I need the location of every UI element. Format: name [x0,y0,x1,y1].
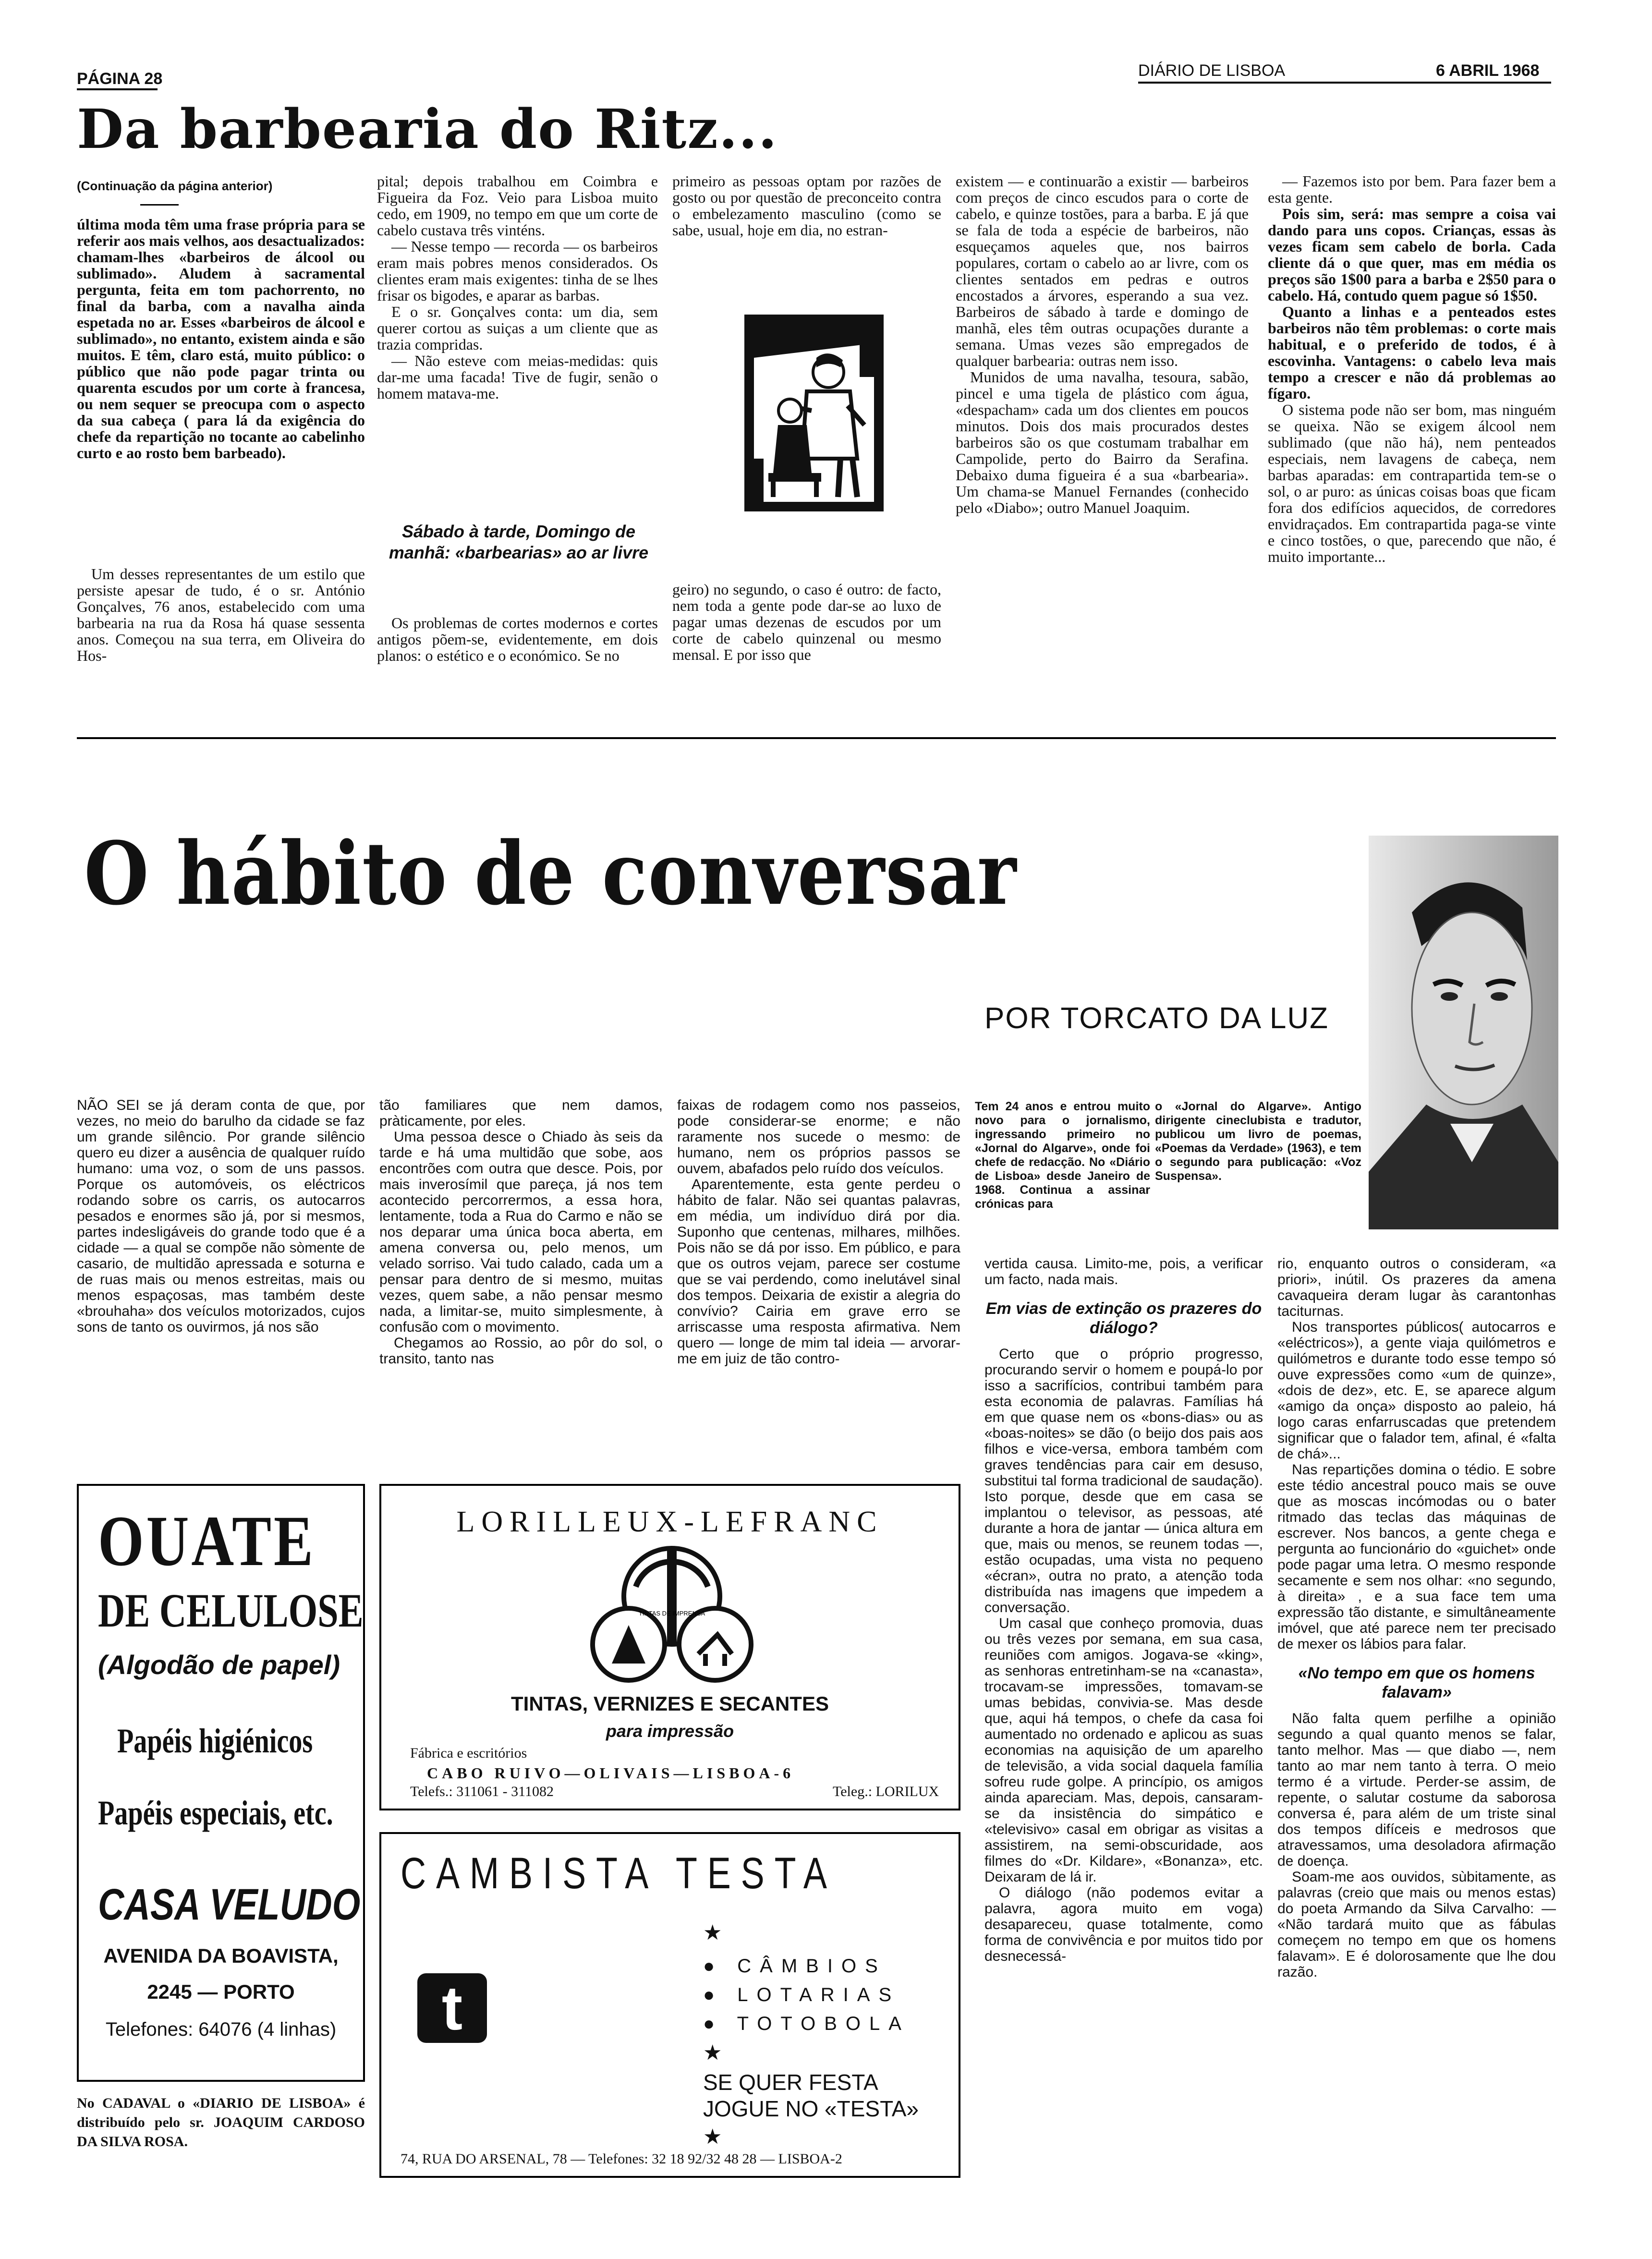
continuation-note: (Continuação da página anterior) [77,179,273,193]
conversar-title: O hábito de conversar [84,823,1018,924]
logo-circle-right [679,1608,751,1680]
logo-text: TINTAS DE IMPRENSA [638,1610,705,1617]
subhead-tempo: «No tempo em que os homens falavam» [1298,1664,1535,1701]
client-head [778,399,802,422]
ad-cambista-title: CAMBISTA TESTA [401,1849,837,1898]
paragraph: faixas de rodagem como nos passeios, pode considerar-se enorme; e não raramente nos sucede o mesmo: de humano, nem os próprios passos se ouvem, abafados pelo ruído dos veículos. [677,1097,960,1177]
ad-cambista-star-bottom: ★ [703,2125,722,2149]
ad-ouate-address: AVENIDA DA BOAVISTA, [103,1944,339,1967]
paragraph: Aparentemente, esta gente perdeu o hábito de falar. Não sei quantas palavras, em média, um indivíduo dirá por dia. Suponho que centenas, milhares, milhões. Pois não se dá por isso. Em público, e para que os outros vejam, parece ser costume que se vai perdendo, como inelutável sinal dos tempos. Deixaria de existir a alegria do convívio? Cairia em grave erro se arriscasse uma resposta afirmativa. Nem quero — longe de mim tal ideia — arvorar-me em juiz de tão contro- [677,1177,960,1367]
paragraph: pital; depois trabalhou em Coimbra e Figueira da Foz. Veio para Lisboa muito cedo, em 1909, no tempo em que um corte de cabelo custava três vinténs. [377,173,658,239]
barber-illustration [744,315,884,511]
barbearia-title: Da barbearia do Ritz... [77,98,778,161]
conversar-column-5 [1277,1256,1556,2187]
conversar-column-3 [677,1097,960,1462]
paragraph: Os problemas de cortes modernos e cortes antigos põem-se, evidentemente, em dois planos: o estético e o económico. Se no [377,615,658,664]
ad-ouate-city: 2245 — PORTO [147,1980,295,2003]
left-eye [1441,992,1458,1001]
paragraph: O sistema pode não ser bom, mas ninguém se queixa. Não se exigem álcool nem sublimado (que não há), nem penteados especiais, nem lavagens de cabeça, nem barbas aparadas: em contrapartida tem-se o sol, o ar puro: as únicas coisas boas que ficam fora dos edifícios aquecidos, de corredores envidraçados. Em contrapartida paga-se vinte e cinco tostões, o que, parecendo que não, é muito importante... [1268,401,1556,565]
ad-ouate-tagline: (Algodão de papel) [98,1650,340,1680]
chair-seat [768,473,821,482]
ad-cambista-address: 74, RUA DO ARSENAL, 78 — Telefones: 32 18 92/32 48 28 — LISBOA-2 [401,2151,842,2167]
ad-cambista [379,1832,960,2178]
paragraph: NÃO SEI se já deram conta de que, por vezes, no meio do barulho da cidade se faz um grande silêncio. Por grande silêncio quero eu dizer a ausência de qualquer ruído humano: uma voz, o som de uns passos. Porque os automóveis, os eléctricos rodando sobre os carris, os autocarros pesados e enormes são já, por si mesmos, partes indesligáveis do grande todo que é a cidade — a qual se compõe não sòmente de casario, de multidão apressada e soturna e de ruas mais ou menos estreitas, mais ou menos espaçosas, mas também deste «brouhaha» dos veículos motorizados, cujos sons de tanto os ouvirmos, já nos são [77,1097,365,1335]
paragraph: Um desses representantes de um estilo que persiste apesar de tudo, é o sr. António Gonçalves, 76 anos, estabelecido com uma barbearia na rua da Rosa há quase sessenta anos. Começou na sua terra, em Oliveira do Hos- [77,566,365,664]
paragraph: No CADAVAL o «DIARIO DE LISBOA» é distribuído pelo sr. JOAQUIM CARDOSO DA SILVA ROSA. [77,2095,365,2150]
newspaper-name: DIÁRIO DE LISBOA [1138,61,1286,80]
paragraph: Quanto a linhas e a penteados estes barbeiros não têm problemas: o corte mais habitual, e o preferido de todos, é à escovinha. Vantagens: o cabelo leva mais tempo a crescer e não dá problemas ao fígaro. [1268,303,1556,402]
distribution-note [77,2094,365,2180]
service-lotarias: LOTARIAS [737,1984,900,2005]
paragraph: — Fazemos isto por bem. Para fazer bem a esta gente. [1268,173,1556,206]
paragraph: — Nesse tempo — recorda — os barbeiros eram mais pobres menos considerados. Os clientes eram mais exigentes: tinha de se lhes frisar os bigodes, e aparar as barbas. [377,238,658,304]
paragraph: Uma pessoa desce o Chiado às seis da tarde e há uma multidão que sobe, aos encontrões com outra que desce. Pois, por mais inverosímil que pareça, já nos tem acontecido percorrermos, a essa hora, lentamente, toda a Rua do Carmo e não se nos deparar uma única boca aberta, em amena conversa ou, pelo menos, um velado sorriso. Vai tudo calado, cada um a pensar para dentro de si mesmo, muitas vezes, quem sabe, a não pensar mesmo nada, a limitar-se, muito simplesmente, à confusão com o movimento. [379,1129,663,1335]
ad-ouate-subheadline: DE CELULOSE [98,1584,364,1637]
ad-lorilleux-use: para impressão [606,1721,734,1741]
ad-cambista-logo: t [417,1973,487,2043]
barbearia-column-1b [77,566,365,724]
ad-cambista-star-top: ★ [703,1921,722,1944]
barbearia-column-2 [377,173,658,543]
paragraph: Certo que o próprio progresso, procurando servir o homem e poupá-lo por isso a sacrifícios, contribui também para esta economia de palavras. Famílias há em que quase nem os «bons-dias» ou as «boas-noites» se dão (o beijo dos pais aos filhos e vice-versa, embora também com graves tendências para cair em desuso, substitui tal forma tradicional de saudação). Isto porque, desde que em casa se implantou o televisor, as pessoas, até durante a hora de jantar — única altura em que, mais ou menos, se reunem todas —, estão ocupadas, uma vista no pequeno «écran», outra no prato, a atenção toda distribuída nas imagens que impedem a conversação. [984,1346,1263,1615]
ad-cambista-star-mid: ★ [703,2041,722,2065]
paragraph: Munidos de uma navalha, tesoura, sabão, pincel e uma tigela de plástico com água, «despacham» cada um dos clientes em poucos minutos. Dois dos mais procurados destes barbeiros são os que costumam trabalhar em Campolide, perto do Bairro da Serafina. Debaixo duma figueira é a sua «barbearia». Um chama-se Manuel Fernandes (conhecido pelo «Diabo»; outro Manuel Joaquim. [956,368,1249,516]
service-cambios: CÂMBIOS [737,1955,887,1977]
service-totobola: TOTOBOLA [737,2013,910,2034]
ad-cambista-slogan-2: JOGUE NO «TESTA» [703,2096,919,2121]
service-item: ● TOTOBOLA [703,2013,910,2034]
ad-ouate-phone: Telefones: 64076 (4 linhas) [105,2019,337,2040]
ad-cambista-services [703,1952,910,2038]
paragraph: tão familiares que nem damos, pràticamente, por eles. [379,1097,663,1129]
author-bio-1 [975,1100,1150,1239]
paragraph: E o sr. Gonçalves conta: um dia, sem querer cortou as suiças a um cliente que as trazia compridas. [377,303,658,353]
paragraph: Pois sim, será: mas sempre a coisa vai dando para uns copos. Crianças, essas às vezes ficam sem cabelo de borla. Cada cliente dá o que quer, mas em média os preços são 1$00 para a barba e 2$50 para o cabelo. Há, contudo quem pague só 1$50. [1268,205,1556,304]
byline: POR TORCATO DA LUZ [984,1002,1329,1035]
page-number-underline [77,88,158,90]
service-item: ● LOTARIAS [703,1984,900,2005]
ad-lorilleux-products: TINTAS, VERNIZES E SECANTES [511,1692,829,1715]
ad-lorilleux-title: LORILLEUX-LEFRANC [456,1506,884,1538]
paragraph: Um casal que conheço promovia, duas ou três vezes por semana, em sua casa, reuniões com amigos. Jogava-se «king», as senhoras entretinham-se na «canasta», trocavam-se impressões, tomavam-se umas bebidas, convivia-se. Mas desde que, aqui há tempos, o chefe da casa foi aumentado no ordenado e aplicou as suas economias na aquisição de um aparelho de televisão, a vida social daquela família sofreu rude golpe. A princípio, os amigos ainda apareciam. Mas, depois, cansaram-se da insistência do simpático e «televisivo» casal em obrigar as visitas a assistirem, na semi-obscuridade, aos filmes do «Dr. Kildare», «Bonanza», etc. Deixaram de lá ir. [984,1615,1263,1885]
barbearia-column-4 [956,173,1249,730]
paragraph: rio, enquanto outros o consideram, «a priori», inútil. Os prazeres da amena cavaqueira deram lugar às carantonhas taciturnas. [1277,1256,1556,1319]
ad-lorilleux-factory: Fábrica e escritórios [410,1745,527,1761]
ad-lorilleux-address: CABO RUIVO—OLIVAIS—LISBOA-6 [427,1764,795,1782]
conversar-column-4 [984,1256,1263,2187]
barbearia-column-3b [672,581,941,730]
paragraph: vertida causa. Limito-me, pois, a verificar um facto, nada mais. [984,1256,1263,1287]
face [1412,912,1532,1105]
ad-lorilleux-telegram: Teleg.: LORILUX [833,1784,939,1799]
ad-lorilleux [379,1484,960,1810]
ad-ouate-store: CASA VELUDO [98,1880,361,1929]
paragraph: Soam-me aos ouvidos, sùbitamente, as palavras (creio que mais ou menos estas) do poeta Armando da Silva Carvalho: — «Não tardará muito que as fábulas começem no tempo em que os homens falavam». E é dolorosamente que lhe dou razão. [1277,1869,1556,1980]
paragraph: Chegamos ao Rossio, ao pôr do sol, o transito, tanto nas [379,1335,663,1367]
author-portrait [1369,836,1558,1229]
right-eye [1491,992,1508,1001]
paragraph: O diálogo (não podemos evitar a palavra, agora muito em voga) desapareceu, quase totalmente, como forma de convivência e por muitos tido por desnecessá- [984,1885,1263,1964]
paragraph: — Não esteve com meias-medidas: quis dar-me uma facada! Tive de fugir, senão o homem matava-me. [377,352,658,402]
paragraph: Tem 24 anos e entrou muito novo para o jornalismo, ingressando primeiro no «Jornal do Algarve», onde foi chefe de redacção. No «Diário de Lisboa» desde Janeiro de 1968. Continua a assinar crónicas para [975,1100,1150,1211]
paragraph: Nas repartições domina o tédio. E sobre este tédio ancestral pouco mais se ouve que as moscas incómodas ou o bater ritmado das teclas das máquinas de escrever. Nos bancos, a gente chega e pergunta ao funcionário do «guichet» onde pode pagar uma letra. O mesmo responde secamente e sem nos olhar: «no segundo, à direita» , e a sua face tem uma expressão tão distante, e simultâneamente imóvel, que até parece nem ter precisado de mexer os lábios para falar. [1277,1462,1556,1652]
ad-ouate [77,1484,365,2082]
client-body [773,425,812,473]
barbearia-column-3 [672,173,941,257]
ad-lorilleux-logo [583,1543,761,1683]
service-item: ● CÂMBIOS [703,1955,887,1977]
paragraph: Nos transportes públicos( autocarros e «eléctricos»), a gente viaja quilómetros e quilómetros e durante todo esse tempo só ouve expressões como «um de quinze», «dois de dez», etc. E, se aparece algum «amigo da onça» disposto ao paleio, há logo caras enfarruscadas que pretendem significar que o falador tem, afinal, é «falta de chá»... [1277,1319,1556,1462]
ad-ouate-headline: OUATE [98,1501,316,1581]
paragraph: o «Jornal do Algarve». Antigo dirigente cineclubista e tradutor, publicou um livro de poemas, «Poemas da Verdade» (1963), e tem o segundo para publicação: «Voz Suspensa». [1155,1100,1361,1183]
paragraph: primeiro as pessoas optam por razões de gosto ou por questão de preconceito contra o embelezamento masculino (como se sabe, usual, hoje em dia, no estran- [672,173,941,239]
ad-lorilleux-phones: Telefs.: 311061 - 311082 [410,1784,554,1799]
ad-ouate-product-2: Papéis especiais, etc. [98,1794,333,1832]
barbearia-column-1 [77,216,365,569]
short-rule [140,204,179,206]
page-number: PÁGINA 28 [77,70,163,88]
barbearia-column-2b [377,615,658,730]
paragraph: existem — e continuarão a existir — barbeiros com preços de cinco escudos para o corte de cabelo, e quinze tostões, para a barba. E já que se fala de toda a espécie de barbeiros, não esqueçamos aqueles que, nos bairros populares, cortam o cabelo ao ar livre, com os clientes sentados em pedras e outros encostados a árvores, esperando a sua vez. Barbeiros de sábado à tarde e domingo de manhã, eles têm outras ocupações durante a semana. Umas vezes são empregados de qualquer barbearia: outras nem isso. [956,173,1249,369]
author-bio-2 [1155,1100,1361,1239]
barber-coat [802,391,857,459]
subhead-extincao: Em vias de extinção os prazeres do diálogo? [985,1300,1262,1337]
conversar-column-2 [379,1097,663,1462]
section-divider [77,737,1556,739]
ad-ouate-product-1: Papéis higiénicos [117,1722,313,1760]
ad-cambista-slogan-1: SE QUER FESTA [703,2070,878,2095]
conversar-column-1 [77,1097,365,1462]
header-rule [1138,82,1551,84]
paragraph: última moda têm uma frase própria para se referir aos mais velhos, aos desactualizados: chamam-lhes «barbeiros de álcool ou sublimado». Aludem à sacramental pergunta, feita em tom pachorrento, no final da barba, com a navalha ainda espetada no ar. Esses «barbeiros de álcool e sublimado», no entanto, existem ainda e são muitos. E têm, claro está, muito público: o público que não pode pagar trinta ou quarenta escudos por um corte à francesa, ou nem sequer se preocupa com o aspecto da sua cabeça ( para lá da exigência do chefe da repartição no tocante ao cabelinho curto e ao rosto bem barbeado). [77,216,365,462]
barbearia-subhead: Sábado à tarde, Domingo de manhã: «barbearias» ao ar livre [389,522,649,562]
issue-date: 6 ABRIL 1968 [1436,61,1540,80]
barbearia-column-5 [1268,173,1556,730]
paragraph: geiro) no segundo, o caso é outro: de facto, nem toda a gente pode dar-se ao luxo de pagar umas dezenas de escudos por um corte de cabelo quinzenal ou mesmo mensal. E por isso que [672,581,941,663]
paragraph: Não falta quem perfilhe a opinião segundo a qual quanto menos se falar, tanto melhor. Mas — que diabo —, nem tanto ao mar nem tanto à terra. O meio termo é a virtude. Perder-se assim, de repente, o salutar costume da saborosa conversa é, para além de um triste sinal dos tempos difíceis e medrosos que atravessamos, uma desoladora afirmação de doença. [1277,1711,1556,1869]
